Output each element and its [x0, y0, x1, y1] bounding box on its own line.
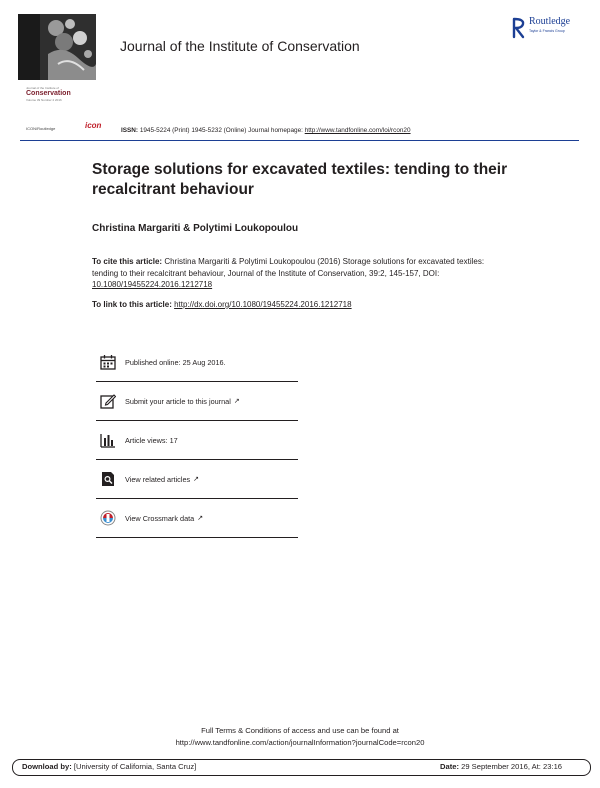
crossmark-icon — [100, 510, 116, 526]
edit-icon — [100, 393, 116, 409]
cover-journal-logo — [26, 86, 86, 102]
download-date — [440, 762, 562, 771]
header-divider — [20, 140, 579, 141]
article-info-panel — [96, 343, 298, 538]
date-value: 29 September 2016, At: 23:16 — [461, 762, 563, 771]
article-title: Storage solutions for excavated textiles: tending to their recalcitrant behaviour — [92, 161, 508, 198]
publisher-logo[interactable] — [512, 16, 592, 46]
icon-logo: icon — [85, 121, 102, 130]
small-partner-logo: ICON/Routledge — [26, 126, 56, 131]
published-date-text: Published online: 25 Aug 2016. — [125, 357, 226, 367]
terms-url-link[interactable]: http://www.tandfonline.com/action/journalInformation?journalCode=rcon20 — [175, 738, 425, 747]
cover-volume-text: Volume 39 Number 2 2016 — [26, 98, 62, 102]
publisher-tagline: Taylor & Francis Group — [529, 29, 565, 33]
submit-article-row[interactable] — [96, 382, 298, 421]
article-link-line — [92, 300, 352, 309]
submit-article-link[interactable]: Submit your article to this journal — [125, 396, 231, 406]
published-row — [96, 343, 298, 382]
article-doi-url-link[interactable]: http://dx.doi.org/10.1080/19455224.2016.1212718 — [174, 300, 352, 309]
downloaded-by — [22, 762, 196, 771]
terms-line: Full Terms & Conditions of access and use can be found at — [201, 726, 399, 735]
date-label: Date: — [440, 762, 459, 771]
publisher-name: Routledge — [529, 16, 571, 27]
downloaded-label: Download by: — [22, 762, 72, 771]
calendar-icon — [100, 354, 116, 370]
downloaded-value: [University of California, Santa Cruz] — [73, 762, 197, 771]
doi-link[interactable]: 10.1080/19455224.2016.1212718 — [92, 280, 213, 289]
journal-title: Journal of the Institute of Conservation — [120, 38, 360, 54]
issn-line — [121, 127, 411, 134]
citation-block — [92, 256, 512, 291]
search-doc-icon — [100, 471, 116, 487]
article-authors: Christina Margariti & Polytimi Loukopoulou — [92, 223, 299, 234]
cite-text: Christina Margariti & Polytimi Loukopoulou (2016) Storage solutions for excavated textiles: tending to their recalcitrant behaviour, Journal of the Institute of Conservation, 39:2, 145-157, DOI: — [92, 257, 485, 278]
external-link-icon: ↗ — [193, 476, 200, 483]
journal-cover-image — [18, 14, 96, 80]
related-articles-row[interactable] — [96, 460, 298, 499]
article-views-row — [96, 421, 298, 460]
link-label: To link to this article: — [92, 300, 172, 309]
journal-homepage-link[interactable]: http://www.tandfonline.com/loi/rcon20 — [304, 127, 411, 134]
related-articles-link[interactable]: View related articles — [125, 474, 191, 484]
cover-journal-word: Conservation — [26, 90, 71, 97]
cite-label: To cite this article: — [92, 257, 163, 266]
issn-text: 1945-5224 (Print) 1945-5232 (Online) Journal homepage: — [139, 127, 303, 134]
crossmark-row[interactable] — [96, 499, 298, 538]
article-views-text: Article views: 17 — [125, 435, 178, 445]
external-link-icon: ↗ — [197, 515, 204, 522]
bar-chart-icon — [100, 432, 116, 448]
cover-small-text: Journal of the Institute of — [26, 86, 59, 90]
crossmark-link[interactable]: View Crossmark data — [125, 513, 195, 523]
routledge-r-icon — [512, 17, 526, 39]
issn-label: ISSN: — [121, 127, 139, 134]
external-link-icon: ↗ — [233, 398, 240, 405]
